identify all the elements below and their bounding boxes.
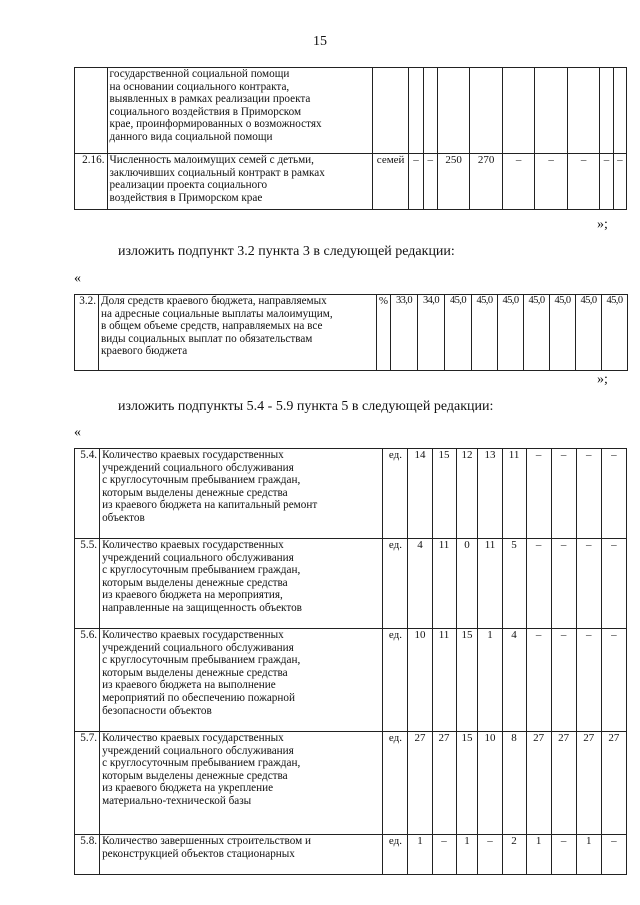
indicator-name bbox=[107, 154, 372, 210]
value-cell: 14 bbox=[408, 449, 432, 539]
value-cell: 250 bbox=[437, 154, 470, 210]
value-cell bbox=[437, 68, 470, 154]
value-cell: 1 bbox=[456, 835, 478, 875]
value-cell: 27 bbox=[526, 732, 551, 835]
indicator-name-line: из краевого бюджета на выполнение bbox=[102, 679, 276, 692]
value-cell: 12 bbox=[456, 449, 478, 539]
unit-cell: семей bbox=[372, 154, 409, 210]
indicator-name-line: с круглосуточным пребыванием граждан, bbox=[102, 564, 301, 577]
indicator-name-line: Доля средств краевого бюджета, направляемых bbox=[101, 295, 327, 307]
value-cell: 1 bbox=[408, 835, 432, 875]
value-cell: – bbox=[551, 539, 576, 629]
indicator-name-line: объектов bbox=[102, 511, 145, 524]
indicator-name-line: учреждений социального обслуживания bbox=[102, 744, 294, 757]
instruction-text-1: изложить подпункт 3.2 пункта 3 в следующей редакции: bbox=[118, 244, 455, 259]
indicators-table-2 bbox=[74, 294, 628, 371]
value-cell bbox=[423, 68, 437, 154]
value-cell: 34,0 bbox=[418, 295, 445, 371]
value-cell bbox=[409, 68, 423, 154]
indicator-name-line: на основании социального контракта, bbox=[109, 80, 290, 93]
row-number: 5.8. bbox=[75, 835, 100, 875]
value-cell: 1 bbox=[478, 629, 502, 732]
row-number: 2.16. bbox=[75, 154, 108, 210]
indicator-name-line: Количество краевых государственных bbox=[102, 629, 284, 641]
table-row bbox=[75, 629, 627, 732]
indicator-name-line: которым выделены денежные средства bbox=[102, 576, 288, 589]
indicator-name-line: виды социальных выплат по обязательствам bbox=[101, 332, 313, 345]
value-cell: – bbox=[526, 539, 551, 629]
indicator-name-line: безопасности объектов bbox=[102, 704, 212, 717]
indicator-name-line: направленные на защищенность объектов bbox=[102, 601, 302, 614]
indicator-name-line: которым выделены денежные средства bbox=[102, 486, 288, 499]
value-cell: 1 bbox=[576, 835, 601, 875]
value-cell: – bbox=[526, 449, 551, 539]
value-cell: 27 bbox=[601, 732, 626, 835]
value-cell: 27 bbox=[576, 732, 601, 835]
indicator-name-line: учреждений социального обслуживания bbox=[102, 641, 294, 654]
value-cell: – bbox=[551, 449, 576, 539]
closing-quote-1: »; bbox=[597, 217, 608, 232]
unit-cell: ед. bbox=[383, 835, 408, 875]
indicator-name bbox=[100, 449, 383, 539]
table-row bbox=[75, 68, 627, 154]
indicator-name bbox=[100, 732, 383, 835]
table-row bbox=[75, 835, 627, 875]
indicator-name bbox=[107, 68, 372, 154]
value-cell: 45,0 bbox=[602, 295, 628, 371]
indicator-name-line: Количество завершенных строительством и bbox=[102, 835, 311, 847]
indicator-name-line: крае, проинформированных о возможностях bbox=[109, 118, 322, 131]
value-cell: 4 bbox=[502, 629, 526, 732]
opening-quote-1: « bbox=[74, 271, 81, 286]
indicator-name-line: на адресные социальные выплаты малоимущим, bbox=[101, 307, 333, 320]
value-cell: – bbox=[576, 449, 601, 539]
value-cell: – bbox=[576, 539, 601, 629]
indicator-name-line: данного вида социальной помощи bbox=[109, 130, 273, 143]
value-cell: – bbox=[601, 449, 626, 539]
value-cell: – bbox=[601, 539, 626, 629]
value-cell: 11 bbox=[432, 629, 456, 732]
indicator-name-line: учреждений социального обслуживания bbox=[102, 551, 294, 564]
value-cell: 13 bbox=[478, 449, 502, 539]
indicator-name bbox=[99, 295, 377, 371]
table-row bbox=[75, 732, 627, 835]
indicator-name-line: из краевого бюджета на мероприятия, bbox=[102, 589, 283, 602]
row-number: 5.7. bbox=[75, 732, 100, 835]
value-cell: 27 bbox=[432, 732, 456, 835]
indicator-name-line: Количество краевых государственных bbox=[102, 732, 284, 744]
unit-cell: ед. bbox=[383, 629, 408, 732]
value-cell: 45,0 bbox=[524, 295, 550, 371]
indicator-name-line: краевого бюджета bbox=[101, 345, 188, 358]
opening-quote-2: « bbox=[74, 425, 81, 440]
value-cell: 10 bbox=[408, 629, 432, 732]
value-cell: – bbox=[535, 154, 568, 210]
indicator-name bbox=[100, 539, 383, 629]
value-cell: 1 bbox=[526, 835, 551, 875]
value-cell: 27 bbox=[551, 732, 576, 835]
closing-quote-2: »; bbox=[597, 372, 608, 387]
row-number: 5.4. bbox=[75, 449, 100, 539]
value-cell: 15 bbox=[456, 732, 478, 835]
value-cell: – bbox=[600, 154, 613, 210]
value-cell: – bbox=[601, 835, 626, 875]
value-cell: 45,0 bbox=[498, 295, 524, 371]
row-number: 5.5. bbox=[75, 539, 100, 629]
value-cell: 11 bbox=[502, 449, 526, 539]
value-cell: 11 bbox=[478, 539, 502, 629]
value-cell: 33,0 bbox=[391, 295, 418, 371]
value-cell: – bbox=[613, 154, 626, 210]
value-cell bbox=[613, 68, 626, 154]
indicator-name-line: с круглосуточным пребыванием граждан, bbox=[102, 757, 301, 770]
indicator-name bbox=[100, 629, 383, 732]
value-cell: – bbox=[409, 154, 423, 210]
value-cell: 45,0 bbox=[576, 295, 602, 371]
indicator-name-line: Количество краевых государственных bbox=[102, 449, 284, 461]
indicator-name-line: мероприятий по обеспечению пожарной bbox=[102, 691, 295, 704]
value-cell bbox=[600, 68, 613, 154]
value-cell: – bbox=[432, 835, 456, 875]
row-number: 3.2. bbox=[75, 295, 99, 371]
value-cell: 15 bbox=[456, 629, 478, 732]
indicator-name-line: в общем объеме средств, направляемых на все bbox=[101, 320, 323, 333]
value-cell: – bbox=[551, 629, 576, 732]
indicator-name-line: которым выделены денежные средства bbox=[102, 666, 288, 679]
indicator-name-line: Количество краевых государственных bbox=[102, 539, 284, 551]
indicator-name-line: реконструкцией объектов стационарных bbox=[102, 847, 295, 860]
value-cell: 11 bbox=[432, 539, 456, 629]
indicator-name-line: с круглосуточным пребыванием граждан, bbox=[102, 474, 301, 487]
indicator-name-line: из краевого бюджета на укрепление bbox=[102, 782, 274, 795]
indicators-table-3 bbox=[74, 448, 627, 875]
value-cell: – bbox=[551, 835, 576, 875]
table-row bbox=[75, 449, 627, 539]
indicator-name-line: воздействия в Приморском крае bbox=[109, 191, 263, 204]
value-cell: 8 bbox=[502, 732, 526, 835]
value-cell: – bbox=[567, 154, 600, 210]
indicator-name-line: выявленных в рамках реализации проекта bbox=[109, 93, 311, 106]
value-cell: 45,0 bbox=[445, 295, 472, 371]
value-cell: – bbox=[526, 629, 551, 732]
unit-cell: ед. bbox=[383, 449, 408, 539]
indicator-name-line: которым выделены денежные средства bbox=[102, 769, 288, 782]
value-cell: 15 bbox=[432, 449, 456, 539]
value-cell: – bbox=[601, 629, 626, 732]
indicator-name-line: Численность малоимущих семей с детьми, bbox=[109, 154, 314, 166]
unit-cell bbox=[372, 68, 409, 154]
unit-cell: ед. bbox=[383, 732, 408, 835]
indicator-name-line: государственной социальной помощи bbox=[109, 68, 290, 80]
table-row bbox=[75, 154, 627, 210]
unit-cell: ед. bbox=[383, 539, 408, 629]
indicator-name-line: заключивших социальный контракт в рамках bbox=[109, 166, 325, 179]
unit-cell: % bbox=[377, 295, 391, 371]
value-cell: 45,0 bbox=[472, 295, 498, 371]
value-cell bbox=[535, 68, 568, 154]
value-cell: 10 bbox=[478, 732, 502, 835]
value-cell: 5 bbox=[502, 539, 526, 629]
value-cell: – bbox=[478, 835, 502, 875]
table-row bbox=[75, 295, 628, 371]
indicator-name-line: социального воздействия в Приморском bbox=[109, 105, 302, 118]
indicator-name-line: материально-технической базы bbox=[102, 794, 252, 807]
value-cell: 0 bbox=[456, 539, 478, 629]
page-number: 15 bbox=[313, 34, 327, 49]
value-cell: 27 bbox=[408, 732, 432, 835]
row-number: 5.6. bbox=[75, 629, 100, 732]
value-cell: 270 bbox=[470, 154, 503, 210]
row-number bbox=[75, 68, 108, 154]
indicator-name-line: учреждений социального обслуживания bbox=[102, 461, 294, 474]
value-cell bbox=[470, 68, 503, 154]
value-cell bbox=[567, 68, 600, 154]
value-cell: – bbox=[576, 629, 601, 732]
indicators-table-1 bbox=[74, 67, 627, 210]
value-cell: 2 bbox=[502, 835, 526, 875]
value-cell: – bbox=[423, 154, 437, 210]
value-cell: 4 bbox=[408, 539, 432, 629]
table-row bbox=[75, 539, 627, 629]
indicator-name bbox=[100, 835, 383, 875]
value-cell bbox=[502, 68, 535, 154]
instruction-text-2: изложить подпункты 5.4 - 5.9 пункта 5 в следующей редакции: bbox=[118, 399, 494, 414]
indicator-name-line: с круглосуточным пребыванием граждан, bbox=[102, 654, 301, 667]
indicator-name-line: реализации проекта социального bbox=[109, 179, 268, 192]
indicator-name-line: из краевого бюджета на капитальный ремонт bbox=[102, 499, 318, 512]
value-cell: 45,0 bbox=[550, 295, 576, 371]
value-cell: – bbox=[502, 154, 535, 210]
